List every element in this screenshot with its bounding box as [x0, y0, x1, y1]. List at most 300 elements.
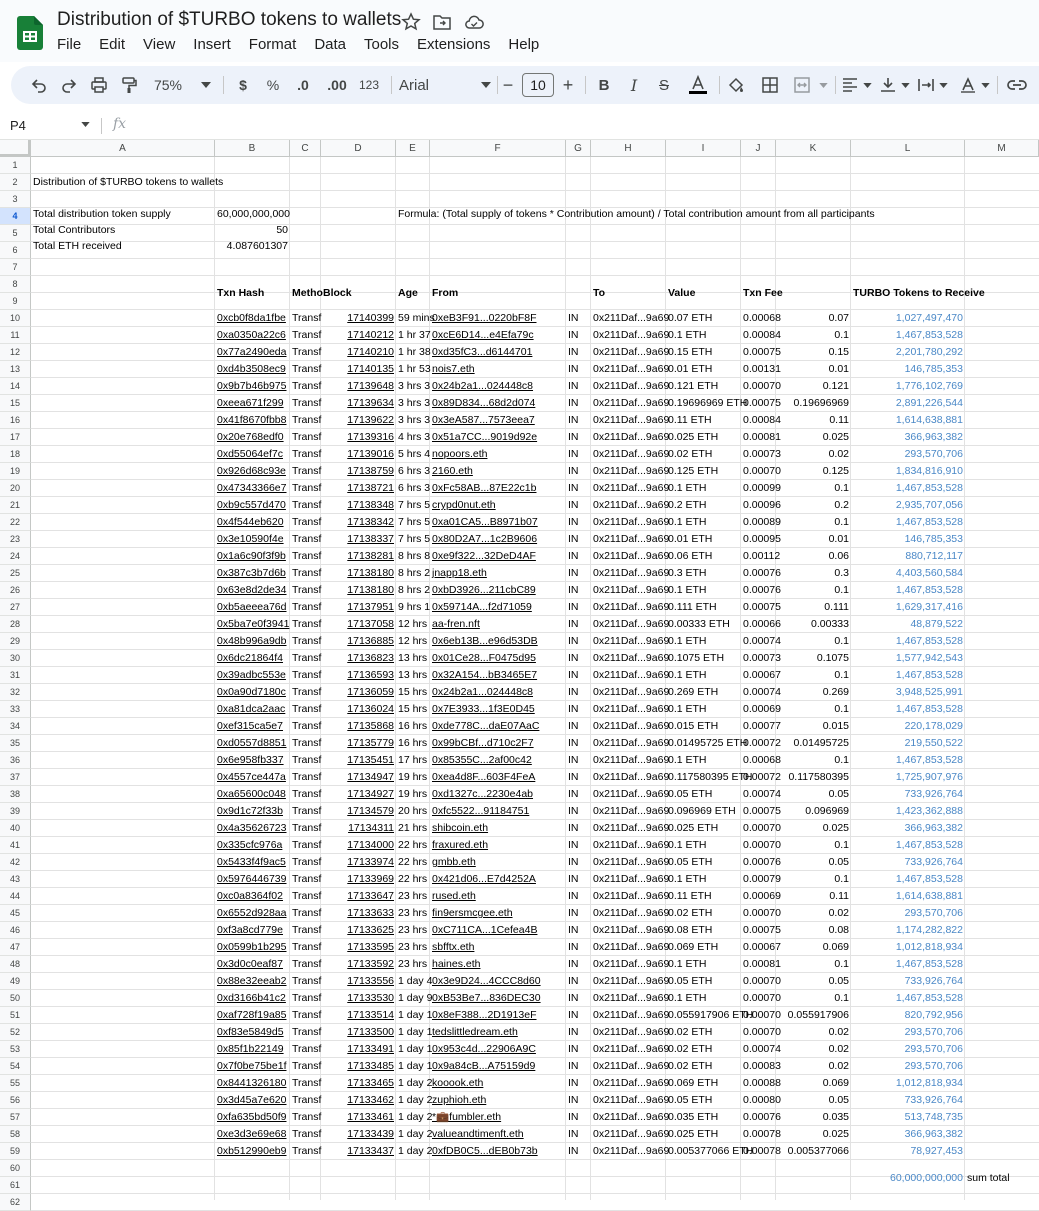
- row-header-56[interactable]: 56: [0, 1092, 31, 1109]
- cell-value[interactable]: 0.055917906 ETH: [668, 1009, 754, 1021]
- cell-value[interactable]: 0.08 ETH: [668, 924, 713, 936]
- cell-direction[interactable]: IN: [568, 1145, 579, 1157]
- cell-value[interactable]: 0.1 ETH: [668, 754, 707, 766]
- menu-file[interactable]: File: [57, 36, 82, 53]
- decrease-decimal-button[interactable]: .0: [297, 77, 309, 93]
- cell-txn-fee[interactable]: 0.00112: [743, 550, 781, 562]
- cell-from[interactable]: nopoors.eth: [432, 448, 488, 460]
- cell-turbo-tokens[interactable]: 146,785,353: [904, 533, 963, 545]
- cell-block[interactable]: 17140135: [347, 363, 394, 375]
- row-header-1[interactable]: 1: [0, 157, 31, 174]
- cell-direction[interactable]: IN: [568, 754, 579, 766]
- cell-turbo-tokens[interactable]: 1,467,853,528: [895, 669, 963, 681]
- menu-edit[interactable]: Edit: [99, 36, 126, 53]
- cell-value[interactable]: 0.069 ETH: [668, 1077, 719, 1089]
- cell-turbo-tokens[interactable]: 733,926,764: [904, 1094, 963, 1106]
- cell-age[interactable]: 6 hrs 3: [398, 465, 431, 477]
- cell-method[interactable]: Transf: [292, 1128, 322, 1140]
- cell-txn-hash[interactable]: 0x387c3b7d6b: [217, 567, 286, 579]
- cell-to[interactable]: 0x211Daf...9a69: [593, 1043, 670, 1055]
- cell-txn-hash[interactable]: 0xef315ca5e7: [217, 720, 283, 732]
- cell-block[interactable]: 17135451: [347, 754, 394, 766]
- cell-to[interactable]: 0x211Daf...9a69: [593, 958, 670, 970]
- cell-value[interactable]: 0.01495725 ETH: [668, 737, 748, 749]
- cell-turbo-tokens[interactable]: 1,629,317,416: [895, 601, 963, 613]
- cell-turbo-tokens[interactable]: 1,174,282,822: [895, 924, 963, 936]
- row-header-23[interactable]: 23: [0, 531, 31, 548]
- cell-turbo-tokens[interactable]: 1,614,638,881: [895, 414, 963, 426]
- column-header-l[interactable]: L: [851, 140, 965, 157]
- cell-block[interactable]: 17140210: [347, 346, 394, 358]
- italic-icon[interactable]: I: [630, 75, 638, 95]
- row-header-31[interactable]: 31: [0, 667, 31, 684]
- cell-method[interactable]: Transf: [292, 329, 322, 341]
- row-header-40[interactable]: 40: [0, 820, 31, 837]
- cell-value[interactable]: 0.069 ETH: [668, 941, 719, 953]
- cell-amount[interactable]: 0.1: [834, 516, 849, 528]
- cell-block[interactable]: 17136885: [347, 635, 394, 647]
- cell-value[interactable]: 0.125 ETH: [668, 465, 719, 477]
- document-title[interactable]: Distribution of $TURBO tokens to wallets: [57, 9, 402, 30]
- cell-age[interactable]: 23 hrs: [398, 907, 428, 919]
- cell-age[interactable]: 20 hrs: [398, 805, 428, 817]
- cell-age[interactable]: 8 hrs 8: [398, 550, 431, 562]
- column-header-i[interactable]: I: [666, 140, 741, 157]
- cell-method[interactable]: Transf: [292, 380, 322, 392]
- cell-from[interactable]: 0x85355C...2af00c42: [432, 754, 532, 766]
- cell-txn-fee[interactable]: 0.00084: [743, 414, 781, 426]
- cell-to[interactable]: 0x211Daf...9a69: [593, 465, 670, 477]
- row-header-19[interactable]: 19: [0, 463, 31, 480]
- row-header-33[interactable]: 33: [0, 701, 31, 718]
- cell-age[interactable]: 1 day 4: [398, 975, 433, 987]
- cell-method[interactable]: Transf: [292, 584, 322, 596]
- cell-txn-hash[interactable]: 0x6e958fb337: [217, 754, 284, 766]
- cell-to[interactable]: 0x211Daf...9a69: [593, 975, 670, 987]
- cell-amount[interactable]: 0.015: [822, 720, 849, 732]
- cell-turbo-tokens[interactable]: 733,926,764: [904, 788, 963, 800]
- row-header-57[interactable]: 57: [0, 1109, 31, 1126]
- cell-age[interactable]: 16 hrs: [398, 720, 428, 732]
- cell-age[interactable]: 22 hrs: [398, 856, 428, 868]
- cell-block[interactable]: 17138721: [347, 482, 394, 494]
- header-value[interactable]: Value: [668, 287, 696, 299]
- cell-to[interactable]: 0x211Daf...9a69: [593, 669, 670, 681]
- cell-age[interactable]: 23 hrs: [398, 958, 428, 970]
- cell-turbo-tokens[interactable]: 1,725,907,976: [895, 771, 963, 783]
- cell-block[interactable]: 17137951: [347, 601, 394, 613]
- cell-direction[interactable]: IN: [568, 397, 579, 409]
- cell-value[interactable]: 0.1 ETH: [668, 873, 707, 885]
- cell-block[interactable]: 17133592: [347, 958, 394, 970]
- cell-txn-hash[interactable]: 0x0a90d7180c: [217, 686, 286, 698]
- cell-to[interactable]: 0x211Daf...9a69: [593, 890, 670, 902]
- cell-direction[interactable]: IN: [568, 958, 579, 970]
- row-header-26[interactable]: 26: [0, 582, 31, 599]
- cell-amount[interactable]: 0.069: [822, 941, 849, 953]
- cell-method[interactable]: Transf: [292, 669, 322, 681]
- cell-method[interactable]: Transf: [292, 397, 322, 409]
- cell-amount[interactable]: 0.111: [824, 601, 849, 613]
- cell-amount[interactable]: 0.05: [828, 1094, 849, 1106]
- cell-method[interactable]: Transf: [292, 516, 322, 528]
- cell-value[interactable]: 0.19696969 ETH: [668, 397, 748, 409]
- cell-from[interactable]: 0xde778C...daE07AaC: [432, 720, 540, 732]
- cell-block[interactable]: 17138180: [347, 567, 394, 579]
- menu-help[interactable]: Help: [508, 36, 540, 53]
- cell-block[interactable]: 17133500: [347, 1026, 394, 1038]
- cell-to[interactable]: 0x211Daf...9a69: [593, 822, 670, 834]
- cell-txn-fee[interactable]: 0.00095: [743, 533, 781, 545]
- cell-to[interactable]: 0x211Daf...9a69: [593, 839, 670, 851]
- row-header-41[interactable]: 41: [0, 837, 31, 854]
- cell-txn-hash[interactable]: 0x39adbc553e: [217, 669, 286, 681]
- cell-direction[interactable]: IN: [568, 805, 579, 817]
- cell-txn-fee[interactable]: 0.00066: [743, 618, 781, 630]
- cloud-status-icon[interactable]: [464, 12, 484, 32]
- cell-direction[interactable]: IN: [568, 1060, 579, 1072]
- cell-method[interactable]: Transf: [292, 1043, 322, 1055]
- cell-to[interactable]: 0x211Daf...9a69: [593, 431, 670, 443]
- cell-amount[interactable]: 0.07: [828, 312, 849, 324]
- cell-direction[interactable]: IN: [568, 771, 579, 783]
- cell-txn-fee[interactable]: 0.00077: [743, 720, 781, 732]
- cell-txn-hash[interactable]: 0xd0557d8851: [217, 737, 287, 749]
- cell-direction[interactable]: IN: [568, 499, 579, 511]
- cell-value[interactable]: 0.2 ETH: [668, 499, 707, 511]
- cell-block[interactable]: 17133530: [347, 992, 394, 1004]
- percent-format-button[interactable]: %: [266, 77, 280, 93]
- row-header-50[interactable]: 50: [0, 990, 31, 1007]
- cell-to[interactable]: 0x211Daf...9a69: [593, 1009, 670, 1021]
- cell-block[interactable]: 17133974: [347, 856, 394, 868]
- cell-block[interactable]: 17139316: [347, 431, 394, 443]
- cell-block[interactable]: 17138759: [347, 465, 394, 477]
- cell-turbo-tokens[interactable]: 1,467,853,528: [895, 873, 963, 885]
- cell-turbo-tokens[interactable]: 293,570,706: [904, 1026, 963, 1038]
- cell-turbo-tokens[interactable]: 1,467,853,528: [895, 584, 963, 596]
- cell-amount[interactable]: 0.005377066: [787, 1145, 849, 1157]
- cell-block[interactable]: 17136059: [347, 686, 394, 698]
- cell-txn-fee[interactable]: 0.00069: [743, 703, 781, 715]
- row-header-54[interactable]: 54: [0, 1058, 31, 1075]
- row-header-47[interactable]: 47: [0, 939, 31, 956]
- cell-txn-fee[interactable]: 0.00070: [743, 465, 781, 477]
- cell-to[interactable]: 0x211Daf...9a69: [593, 346, 670, 358]
- row-header-49[interactable]: 49: [0, 973, 31, 990]
- cell-method[interactable]: Transf: [292, 533, 322, 545]
- cell-amount[interactable]: 0.02: [828, 1026, 849, 1038]
- cell-txn-hash[interactable]: 0x3d45a7e620: [217, 1094, 287, 1106]
- fill-color-icon[interactable]: [725, 66, 747, 104]
- cell-amount[interactable]: 0.035: [822, 1111, 849, 1123]
- cell-method[interactable]: Transf: [292, 1026, 322, 1038]
- cell-method[interactable]: Transf: [292, 805, 322, 817]
- cell-direction[interactable]: IN: [568, 363, 579, 375]
- row-header-22[interactable]: 22: [0, 514, 31, 531]
- cell-direction[interactable]: IN: [568, 992, 579, 1004]
- cell-method[interactable]: Transf: [292, 703, 322, 715]
- cell-amount[interactable]: 0.01: [828, 533, 849, 545]
- cell-txn-fee[interactable]: 0.00070: [743, 1026, 781, 1038]
- cell-amount[interactable]: 0.15: [828, 346, 849, 358]
- cell-method[interactable]: Transf: [292, 1111, 322, 1123]
- cell-age[interactable]: 17 hrs: [398, 754, 428, 766]
- cell-method[interactable]: Transf: [292, 431, 322, 443]
- cell-txn-hash[interactable]: 0x335cfc976a: [217, 839, 283, 851]
- cell-method[interactable]: Transf: [292, 890, 322, 902]
- cell-value[interactable]: 0.005377066 ETH: [668, 1145, 754, 1157]
- row-header-36[interactable]: 36: [0, 752, 31, 769]
- cell-method[interactable]: Transf: [292, 567, 322, 579]
- cell-value[interactable]: 0.111 ETH: [668, 601, 717, 613]
- cell-direction[interactable]: IN: [568, 941, 579, 953]
- row-header-38[interactable]: 38: [0, 786, 31, 803]
- cell-a2[interactable]: Distribution of $TURBO tokens to wallets: [33, 176, 224, 188]
- row-header-27[interactable]: 27: [0, 599, 31, 616]
- cell-to[interactable]: 0x211Daf...9a69: [593, 941, 670, 953]
- cell-amount[interactable]: 0.08: [828, 924, 849, 936]
- cell-block[interactable]: 17138337: [347, 533, 394, 545]
- cell-to[interactable]: 0x211Daf...9a69: [593, 754, 670, 766]
- cell-to[interactable]: 0x211Daf...9a69: [593, 618, 670, 630]
- cell-txn-fee[interactable]: 0.00067: [743, 941, 781, 953]
- cell-value[interactable]: 0.00333 ETH: [668, 618, 730, 630]
- cell-direction[interactable]: IN: [568, 1043, 579, 1055]
- header-to[interactable]: To: [593, 287, 606, 299]
- header-from[interactable]: From: [432, 287, 459, 299]
- text-wrap-icon[interactable]: [915, 66, 937, 104]
- cell-method[interactable]: Transf: [292, 856, 322, 868]
- cell-direction[interactable]: IN: [568, 907, 579, 919]
- cell-method[interactable]: Transf: [292, 873, 322, 885]
- column-header-j[interactable]: J: [741, 140, 776, 157]
- cell-txn-fee[interactable]: 0.00072: [743, 737, 781, 749]
- menu-insert[interactable]: Insert: [193, 36, 231, 53]
- row-header-45[interactable]: 45: [0, 905, 31, 922]
- cell-block[interactable]: 17136823: [347, 652, 394, 664]
- cell-block[interactable]: 17133647: [347, 890, 394, 902]
- cell-amount[interactable]: 0.1: [834, 482, 849, 494]
- cell-age[interactable]: 15 hrs: [398, 703, 428, 715]
- cell-direction[interactable]: IN: [568, 516, 579, 528]
- cell-to[interactable]: 0x211Daf...9a69: [593, 1128, 670, 1140]
- column-header-e[interactable]: E: [396, 140, 430, 157]
- cell-txn-fee[interactable]: 0.00070: [743, 380, 781, 392]
- cell-direction[interactable]: IN: [568, 567, 579, 579]
- cell-amount[interactable]: 0.069: [822, 1077, 849, 1089]
- cell-to[interactable]: 0x211Daf...9a69: [593, 499, 670, 511]
- cell-txn-hash[interactable]: 0xeea671f299: [217, 397, 284, 409]
- cell-b5[interactable]: 50: [276, 224, 288, 236]
- cell-a4[interactable]: Total distribution token supply: [33, 208, 171, 220]
- cell-from[interactable]: 0x89D834...68d2d074: [432, 397, 536, 409]
- cell-block[interactable]: 17139648: [347, 380, 394, 392]
- cell-txn-hash[interactable]: 0x20e768edf0: [217, 431, 284, 443]
- cell-turbo-tokens[interactable]: 1,776,102,769: [895, 380, 963, 392]
- cell-method[interactable]: Transf: [292, 618, 322, 630]
- row-header-18[interactable]: 18: [0, 446, 31, 463]
- cell-direction[interactable]: IN: [568, 890, 579, 902]
- row-header-44[interactable]: 44: [0, 888, 31, 905]
- cell-value[interactable]: 0.15 ETH: [668, 346, 713, 358]
- cell-from[interactable]: shibcoin.eth: [432, 822, 489, 834]
- cell-from[interactable]: 0x24b2a1...024448c8: [432, 380, 534, 392]
- cell-txn-fee[interactable]: 0.00076: [743, 1111, 781, 1123]
- cell-from[interactable]: 0xFc58AB...87E22c1b: [432, 482, 537, 494]
- cell-turbo-tokens[interactable]: 146,785,353: [904, 363, 963, 375]
- zoom-select[interactable]: 75%: [153, 77, 183, 93]
- cell-amount[interactable]: 0.1: [834, 992, 849, 1004]
- cell-txn-hash[interactable]: 0x5976446739: [217, 873, 287, 885]
- cell-txn-hash[interactable]: 0xa81dca2aac: [217, 703, 286, 715]
- cell-from[interactable]: sbfftx.eth: [432, 941, 475, 953]
- merge-cells-icon[interactable]: [791, 66, 813, 104]
- cell-direction[interactable]: IN: [568, 414, 579, 426]
- cell-value[interactable]: 0.05 ETH: [668, 975, 713, 987]
- row-header-59[interactable]: 59: [0, 1143, 31, 1160]
- cell-value[interactable]: 0.1 ETH: [668, 516, 707, 528]
- cell-turbo-tokens[interactable]: 366,963,382: [904, 431, 963, 443]
- row-header-32[interactable]: 32: [0, 684, 31, 701]
- cell-txn-hash[interactable]: 0x88e32eeab2: [217, 975, 287, 987]
- cell-block[interactable]: 17139622: [347, 414, 394, 426]
- column-header-c[interactable]: C: [290, 140, 321, 157]
- cell-turbo-tokens[interactable]: 1,467,853,528: [895, 754, 963, 766]
- cell-value[interactable]: 0.1 ETH: [668, 669, 707, 681]
- cell-txn-hash[interactable]: 0x8441326180: [217, 1077, 287, 1089]
- cell-txn-fee[interactable]: 0.00074: [743, 686, 781, 698]
- cell-turbo-tokens[interactable]: 1,423,362,888: [895, 805, 963, 817]
- cell-txn-hash[interactable]: 0x47343366e7: [217, 482, 287, 494]
- cell-to[interactable]: 0x211Daf...9a69: [593, 397, 670, 409]
- cell-from[interactable]: gmbb.eth: [432, 856, 476, 868]
- cell-method[interactable]: Transf: [292, 771, 322, 783]
- horizontal-align-icon[interactable]: [839, 66, 861, 104]
- cell-turbo-tokens[interactable]: 293,570,706: [904, 448, 963, 460]
- header-block[interactable]: Block: [323, 287, 352, 299]
- row-header-24[interactable]: 24: [0, 548, 31, 565]
- row-header-20[interactable]: 20: [0, 480, 31, 497]
- row-header-61[interactable]: 61: [0, 1177, 31, 1194]
- cell-block[interactable]: 17133461: [347, 1111, 394, 1123]
- cell-age[interactable]: 59 mins: [398, 312, 435, 324]
- cell-txn-fee[interactable]: 0.00078: [743, 1145, 781, 1157]
- cell-age[interactable]: 23 hrs: [398, 941, 428, 953]
- cell-age[interactable]: 1 day 1: [398, 1009, 433, 1021]
- vertical-align-icon[interactable]: [877, 66, 899, 104]
- cell-txn-fee[interactable]: 0.00073: [743, 652, 781, 664]
- cell-amount[interactable]: 0.121: [822, 380, 849, 392]
- cell-method[interactable]: Transf: [292, 754, 322, 766]
- cell-value[interactable]: 0.07 ETH: [668, 312, 713, 324]
- cell-turbo-tokens[interactable]: 366,963,382: [904, 1128, 963, 1140]
- cell-direction[interactable]: IN: [568, 822, 579, 834]
- cell-to[interactable]: 0x211Daf...9a69: [593, 482, 670, 494]
- cell-txn-hash[interactable]: 0x3d0c0eaf87: [217, 958, 283, 970]
- cell-method[interactable]: Transf: [292, 465, 322, 477]
- cell-block[interactable]: 17136593: [347, 669, 394, 681]
- cell-txn-fee[interactable]: 0.00074: [743, 635, 781, 647]
- cell-block[interactable]: 17138342: [347, 516, 394, 528]
- cell-a5[interactable]: Total Contributors: [33, 224, 116, 236]
- cell-age[interactable]: 12 hrs: [398, 635, 428, 647]
- row-header-25[interactable]: 25: [0, 565, 31, 582]
- text-color-icon[interactable]: [687, 66, 709, 104]
- cell-turbo-tokens[interactable]: 1,467,853,528: [895, 958, 963, 970]
- cell-age[interactable]: 1 day 1: [398, 1060, 433, 1072]
- cell-from[interactable]: jnapp18.eth: [432, 567, 487, 579]
- cell-to[interactable]: 0x211Daf...9a69: [593, 1111, 670, 1123]
- cell-l61-sum[interactable]: 60,000,000,000: [890, 1172, 963, 1184]
- move-folder-icon[interactable]: [432, 12, 452, 32]
- column-header-m[interactable]: M: [965, 140, 1039, 157]
- cell-direction[interactable]: IN: [568, 1094, 579, 1106]
- spreadsheet-grid[interactable]: [0, 140, 1039, 1207]
- cell-txn-hash[interactable]: 0x926d68c93e: [217, 465, 286, 477]
- cell-amount[interactable]: 0.06: [828, 550, 849, 562]
- cell-age[interactable]: 22 hrs: [398, 839, 428, 851]
- cell-age[interactable]: 1 hr 37: [398, 329, 431, 341]
- cell-amount[interactable]: 0.1: [834, 958, 849, 970]
- cell-b6[interactable]: 4.087601307: [226, 240, 288, 252]
- cell-block[interactable]: 17135779: [347, 737, 394, 749]
- cell-to[interactable]: 0x211Daf...9a69: [593, 414, 670, 426]
- cell-txn-hash[interactable]: 0x6dc21864f4: [217, 652, 283, 664]
- cell-from[interactable]: 0x24b2a1...024448c8: [432, 686, 534, 698]
- cell-amount[interactable]: 0.19696969: [793, 397, 849, 409]
- cell-value[interactable]: 0.02 ETH: [668, 1060, 713, 1072]
- cell-value[interactable]: 0.06 ETH: [668, 550, 713, 562]
- cell-direction[interactable]: IN: [568, 618, 579, 630]
- row-header-12[interactable]: 12: [0, 344, 31, 361]
- column-header-a[interactable]: A: [31, 140, 215, 157]
- cell-to[interactable]: 0x211Daf...9a69: [593, 1060, 670, 1072]
- cell-direction[interactable]: IN: [568, 788, 579, 800]
- cell-block[interactable]: 17133595: [347, 941, 394, 953]
- cell-method[interactable]: Transf: [292, 312, 322, 324]
- cell-txn-fee[interactable]: 0.00075: [743, 924, 781, 936]
- cell-direction[interactable]: IN: [568, 873, 579, 885]
- cell-from[interactable]: 0x99bCBf...d710c2F7: [432, 737, 534, 749]
- cell-txn-hash[interactable]: 0x4557ce447a: [217, 771, 286, 783]
- cell-age[interactable]: 21 hrs: [398, 822, 428, 834]
- cell-age[interactable]: 8 hrs 2: [398, 567, 431, 579]
- cell-turbo-tokens[interactable]: 513,748,735: [904, 1111, 963, 1123]
- cell-direction[interactable]: IN: [568, 431, 579, 443]
- cell-txn-hash[interactable]: 0x77a2490eda: [217, 346, 287, 358]
- cell-block[interactable]: 17140212: [347, 329, 394, 341]
- row-header-14[interactable]: 14: [0, 378, 31, 395]
- cell-turbo-tokens[interactable]: 820,792,956: [904, 1009, 963, 1021]
- row-header-11[interactable]: 11: [0, 327, 31, 344]
- row-header-4[interactable]: 4: [0, 208, 31, 225]
- cell-txn-hash[interactable]: 0xcb0f8da1fbe: [217, 312, 286, 324]
- cell-age[interactable]: 7 hrs 5: [398, 533, 431, 545]
- cell-amount[interactable]: 0.11: [829, 890, 849, 902]
- cell-txn-hash[interactable]: 0x7f0be75be1f: [217, 1060, 287, 1072]
- cell-turbo-tokens[interactable]: 733,926,764: [904, 856, 963, 868]
- cell-from[interactable]: kooook.eth: [432, 1077, 484, 1089]
- cell-direction[interactable]: IN: [568, 856, 579, 868]
- cell-block[interactable]: 17133556: [347, 975, 394, 987]
- cell-amount[interactable]: 0.1: [834, 584, 849, 596]
- cell-block[interactable]: 17133633: [347, 907, 394, 919]
- cell-txn-hash[interactable]: 0x9d1c72f33b: [217, 805, 283, 817]
- cell-txn-fee[interactable]: 0.00131: [743, 363, 781, 375]
- cell-method[interactable]: Transf: [292, 788, 322, 800]
- cell-txn-fee[interactable]: 0.00096: [743, 499, 781, 511]
